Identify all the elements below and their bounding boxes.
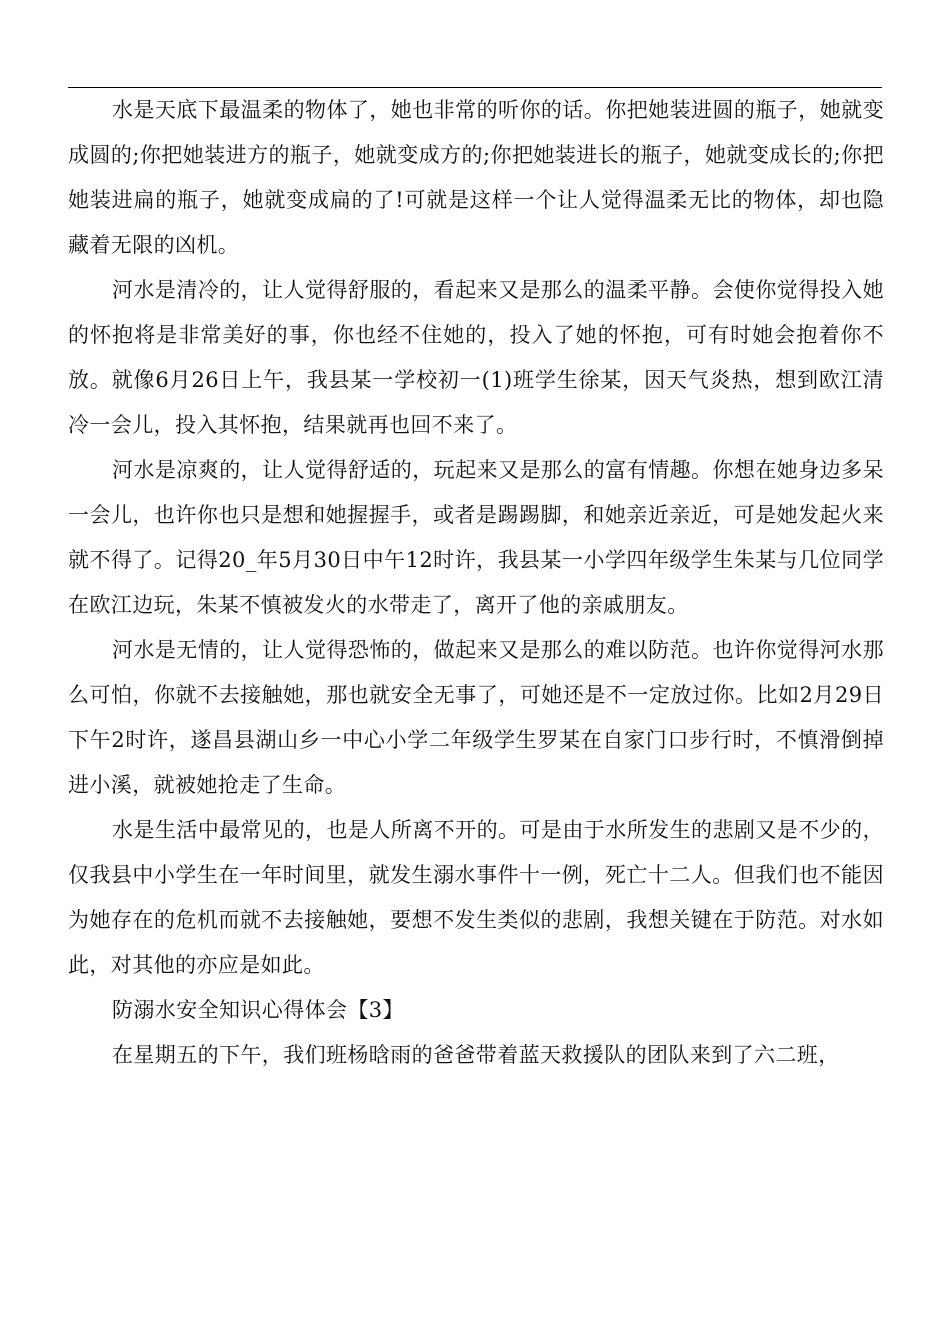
paragraph-4: 河水是无情的，让人觉得恐怖的，做起来又是那么的难以防范。也许你觉得河水那么可怕，你就不去接触她，那也就安全无事了，可她还是不一定放过你。比如2月29日下午2时许，遂昌县湖山乡一中心小学二年级学生罗某在自家门口步行时，不慎滑倒掉进小溪，就被她抢走了生命。 xyxy=(68,638,884,797)
paragraph-3: 河水是凉爽的，让人觉得舒适的，玩起来又是那么的富有情趣。你想在她身边多呆一会儿，也许你也只是想和她握握手，或者是踢踢脚，和她亲近亲近，可是她发起火来就不得了。记得20_年5月30日中午12时许，我县某一小学四年级学生朱某与几位同学在欧江边玩，朱某不慎被发火的水带走了，离开了他的亲戚朋友。 xyxy=(68,458,884,617)
paragraph-6: 在星期五的下午，我们班杨晗雨的爸爸带着蓝天救援队的团队来到了六二班， xyxy=(112,1043,840,1067)
paragraph-1: 水是天底下最温柔的物体了，她也非常的听你的话。你把她装进圆的瓶子，她就变成圆的;你把她装进方的瓶子，她就变成方的;你把她装进长的瓶子，她就变成长的;你把她装进扁的瓶子，她就变成扁的了!可就是这样一个让人觉得温柔无比的物体，却也隐藏着无限的凶机。 xyxy=(68,98,884,257)
paragraph-5: 水是生活中最常见的，也是人所离不开的。可是由于水所发生的悲剧又是不少的，仅我县中小学生在一年时间里，就发生溺水事件十一例，死亡十二人。但我们也不能因为她存在的危机而就不去接触她，要想不发生类似的悲剧，我想关键在于防范。对水如此，对其他的亦应是如此。 xyxy=(68,818,884,977)
document-body xyxy=(68,88,884,1078)
section-heading: 防溺水安全知识心得体会【3】 xyxy=(112,998,404,1022)
paragraph-2: 河水是清冷的，让人觉得舒服的，看起来又是那么的温柔平静。会使你觉得投入她的怀抱将是非常美好的事，你也经不住她的，投入了她的怀抱，可有时她会抱着你不放。就像6月26日上午，我县某一学校初一(1)班学生徐某，因天气炎热，想到欧江清冷一会儿，投入其怀抱，结果就再也回不来了。 xyxy=(68,278,884,437)
